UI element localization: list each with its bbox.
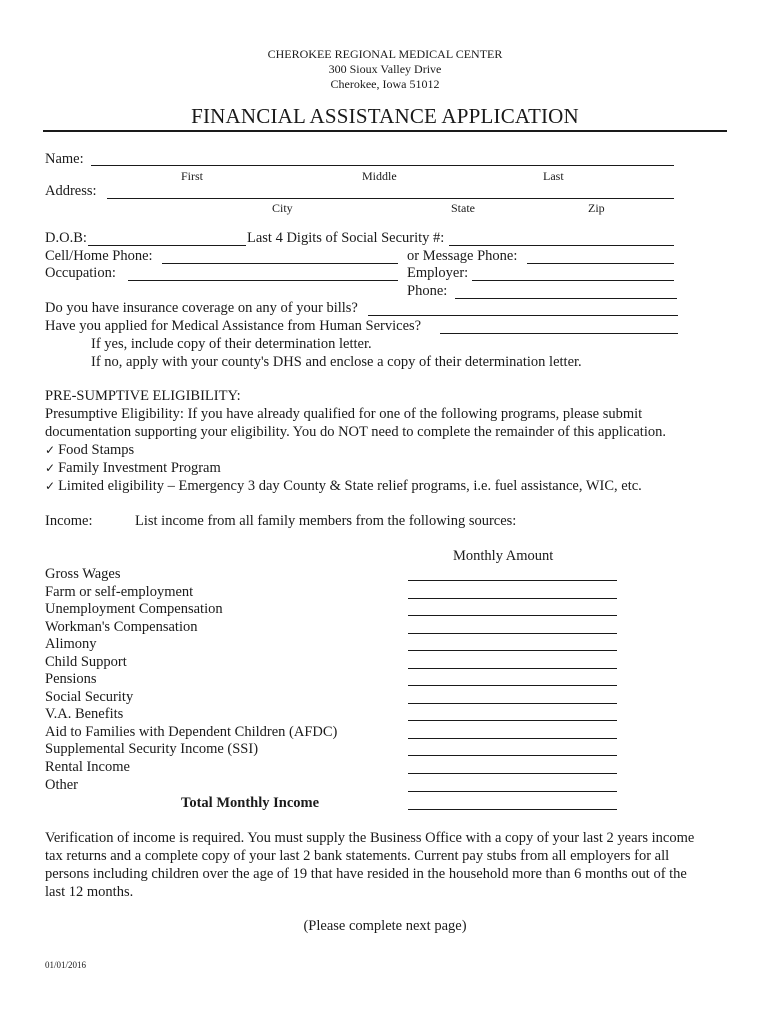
name-middle-caption: Middle [362, 169, 397, 183]
program-label: Food Stamps [58, 442, 135, 458]
insurance-question: Do you have insurance coverage on any of your bills? [45, 300, 358, 316]
verification-line2: tax returns and a complete copy of your last 2 bank statements. Current pay stubs from all employers for all [45, 848, 670, 864]
form-date: 01/01/2016 [45, 960, 87, 970]
income-source-workmans-comp: Workman's Compensation [45, 619, 198, 635]
total-monthly-income-label: Total Monthly Income [181, 795, 320, 811]
income-source-afdc: Aid to Families with Dependent Children (AFDC) [45, 724, 338, 740]
verification-line3: persons including children over the age of 19 that have resided in the household more than 6 months out of the [45, 866, 687, 882]
org-street: 300 Sioux Valley Drive [328, 62, 442, 76]
income-source-va-benefits: V.A. Benefits [45, 706, 124, 722]
next-page-note: (Please complete next page) [303, 918, 467, 934]
income-source-farm: Farm or self-employment [45, 584, 194, 600]
amount-input-line[interactable] [408, 720, 617, 721]
page-title: FINANCIAL ASSISTANCE APPLICATION [191, 104, 579, 128]
amount-input-line[interactable] [408, 668, 617, 669]
income-source-alimony: Alimony [45, 636, 97, 652]
income-source-child-support: Child Support [45, 654, 127, 670]
income-source-unemployment: Unemployment Compensation [45, 601, 223, 617]
name-input-line[interactable] [91, 165, 674, 166]
program-family-investment [45, 460, 221, 477]
program-label: Limited eligibility – Emergency 3 day County & State relief programs, i.e. fuel assistance, WIC, etc. [58, 478, 642, 494]
insurance-answer-line[interactable] [368, 315, 678, 316]
amount-input-line[interactable] [408, 738, 617, 739]
income-instruction: List income from all family members from the following sources: [135, 513, 517, 529]
program-food-stamps [45, 442, 134, 459]
address-input-line[interactable] [107, 198, 674, 199]
amount-input-line[interactable] [408, 685, 617, 686]
amount-input-line[interactable] [408, 755, 617, 756]
org-city-state: Cherokee, Iowa 51012 [330, 77, 440, 91]
verification-line4: last 12 months. [45, 884, 134, 900]
address-city-caption: City [272, 201, 293, 215]
name-last-caption: Last [543, 169, 564, 183]
amount-input-line[interactable] [408, 633, 617, 634]
medical-assistance-question: Have you applied for Medical Assistance from Human Services? [45, 318, 422, 334]
total-amount-input-line[interactable] [408, 809, 617, 810]
employer-phone-input-line[interactable] [455, 298, 677, 299]
name-first-caption: First [181, 169, 204, 183]
amount-input-line[interactable] [408, 650, 617, 651]
dob-input-line[interactable] [88, 245, 246, 246]
program-label: Family Investment Program [58, 460, 221, 476]
dob-label: D.O.B: [45, 230, 87, 246]
ssn-label: Last 4 Digits of Social Security #: [247, 230, 445, 246]
income-source-ssi: Supplemental Security Income (SSI) [45, 741, 259, 757]
medical-assistance-answer-line[interactable] [440, 333, 678, 334]
address-state-caption: State [451, 201, 475, 215]
name-label: Name: [45, 151, 84, 167]
income-source-other: Other [45, 777, 79, 793]
message-phone-label: or Message Phone: [407, 248, 518, 264]
presumptive-text-line1: Presumptive Eligibility: If you have already qualified for one of the following programs, please submit [45, 406, 643, 422]
title-divider [43, 130, 727, 132]
occupation-label: Occupation: [45, 265, 116, 281]
amount-input-line[interactable] [408, 773, 617, 774]
address-label: Address: [45, 183, 97, 199]
yes-note: If yes, include copy of their determination letter. [91, 336, 372, 352]
amount-input-line[interactable] [408, 791, 617, 792]
amount-input-line[interactable] [408, 615, 617, 616]
income-source-gross-wages: Gross Wages [45, 566, 121, 582]
income-label: Income: [45, 513, 93, 529]
occupation-input-line[interactable] [128, 280, 398, 281]
income-source-pensions: Pensions [45, 671, 97, 687]
income-source-social-security: Social Security [45, 689, 134, 705]
no-note: If no, apply with your county's DHS and enclose a copy of their determination letter. [91, 354, 582, 370]
presumptive-heading: PRE-SUMPTIVE ELIGIBILITY: [45, 388, 241, 404]
cell-phone-input-line[interactable] [162, 263, 398, 264]
amount-input-line[interactable] [408, 598, 617, 599]
presumptive-text-line2: documentation supporting your eligibility. You do NOT need to complete the remainder of this application. [45, 424, 666, 440]
address-zip-caption: Zip [588, 201, 605, 215]
amount-input-line[interactable] [408, 703, 617, 704]
employer-label: Employer: [407, 265, 469, 281]
org-name: CHEROKEE REGIONAL MEDICAL CENTER [267, 47, 503, 61]
cell-phone-label: Cell/Home Phone: [45, 248, 153, 264]
employer-input-line[interactable] [472, 280, 674, 281]
amount-input-line[interactable] [408, 580, 617, 581]
verification-line1: Verification of income is required. You must supply the Business Office with a copy of your last 2 years income [45, 830, 695, 846]
monthly-amount-header: Monthly Amount [453, 548, 554, 564]
program-limited-eligibility [45, 478, 642, 495]
employer-phone-label: Phone: [407, 283, 448, 299]
ssn-input-line[interactable] [449, 245, 674, 246]
income-source-rental: Rental Income [45, 759, 130, 775]
message-phone-input-line[interactable] [527, 263, 674, 264]
